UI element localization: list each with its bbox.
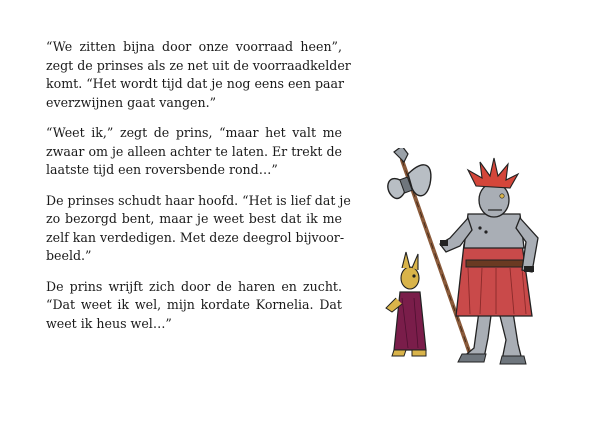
illustration bbox=[372, 148, 572, 370]
story-text bbox=[46, 38, 351, 345]
paragraph-1 bbox=[46, 38, 351, 112]
text-line: beeld.” bbox=[46, 248, 92, 263]
text-line: “Dat weet ik wel, mijn kordate Kornelia. Dat bbox=[46, 297, 342, 312]
text-line: “We zitten bijna door onze voorraad heen”, bbox=[46, 39, 342, 54]
paragraph-3 bbox=[46, 192, 351, 266]
small-figure bbox=[386, 252, 426, 356]
text-line: komt. “Het wordt tijd dat je nog eens een paar bbox=[46, 76, 345, 91]
warrior-figure bbox=[440, 158, 538, 364]
text-line: De prins wrijft zich door de haren en zucht. bbox=[46, 278, 342, 294]
text-line: laatste tijd een roversbende rond…” bbox=[46, 162, 278, 177]
text-line: “Weet ik,” zegt de prins, “maar het valt me bbox=[46, 125, 342, 140]
text-line: De prinses schudt haar hoofd. “Het is lief dat je bbox=[46, 192, 351, 208]
text-line: zo bezorgd bent, maar je weet best dat ik me bbox=[46, 211, 342, 226]
text-line: zegt de prinses als ze net uit de voorraadkelder bbox=[46, 57, 351, 73]
text-line: everzwijnen gaat vangen.” bbox=[46, 94, 217, 110]
paragraph-4 bbox=[46, 278, 342, 334]
text-line: zelf kan verdedigen. Met deze deegrol bijvoor- bbox=[46, 229, 345, 245]
paragraph-2 bbox=[46, 124, 342, 180]
text-line: zwaar om je alleen achter te laten. Er trekt de bbox=[46, 143, 342, 159]
text-line: weet ik heus wel…” bbox=[46, 315, 172, 331]
